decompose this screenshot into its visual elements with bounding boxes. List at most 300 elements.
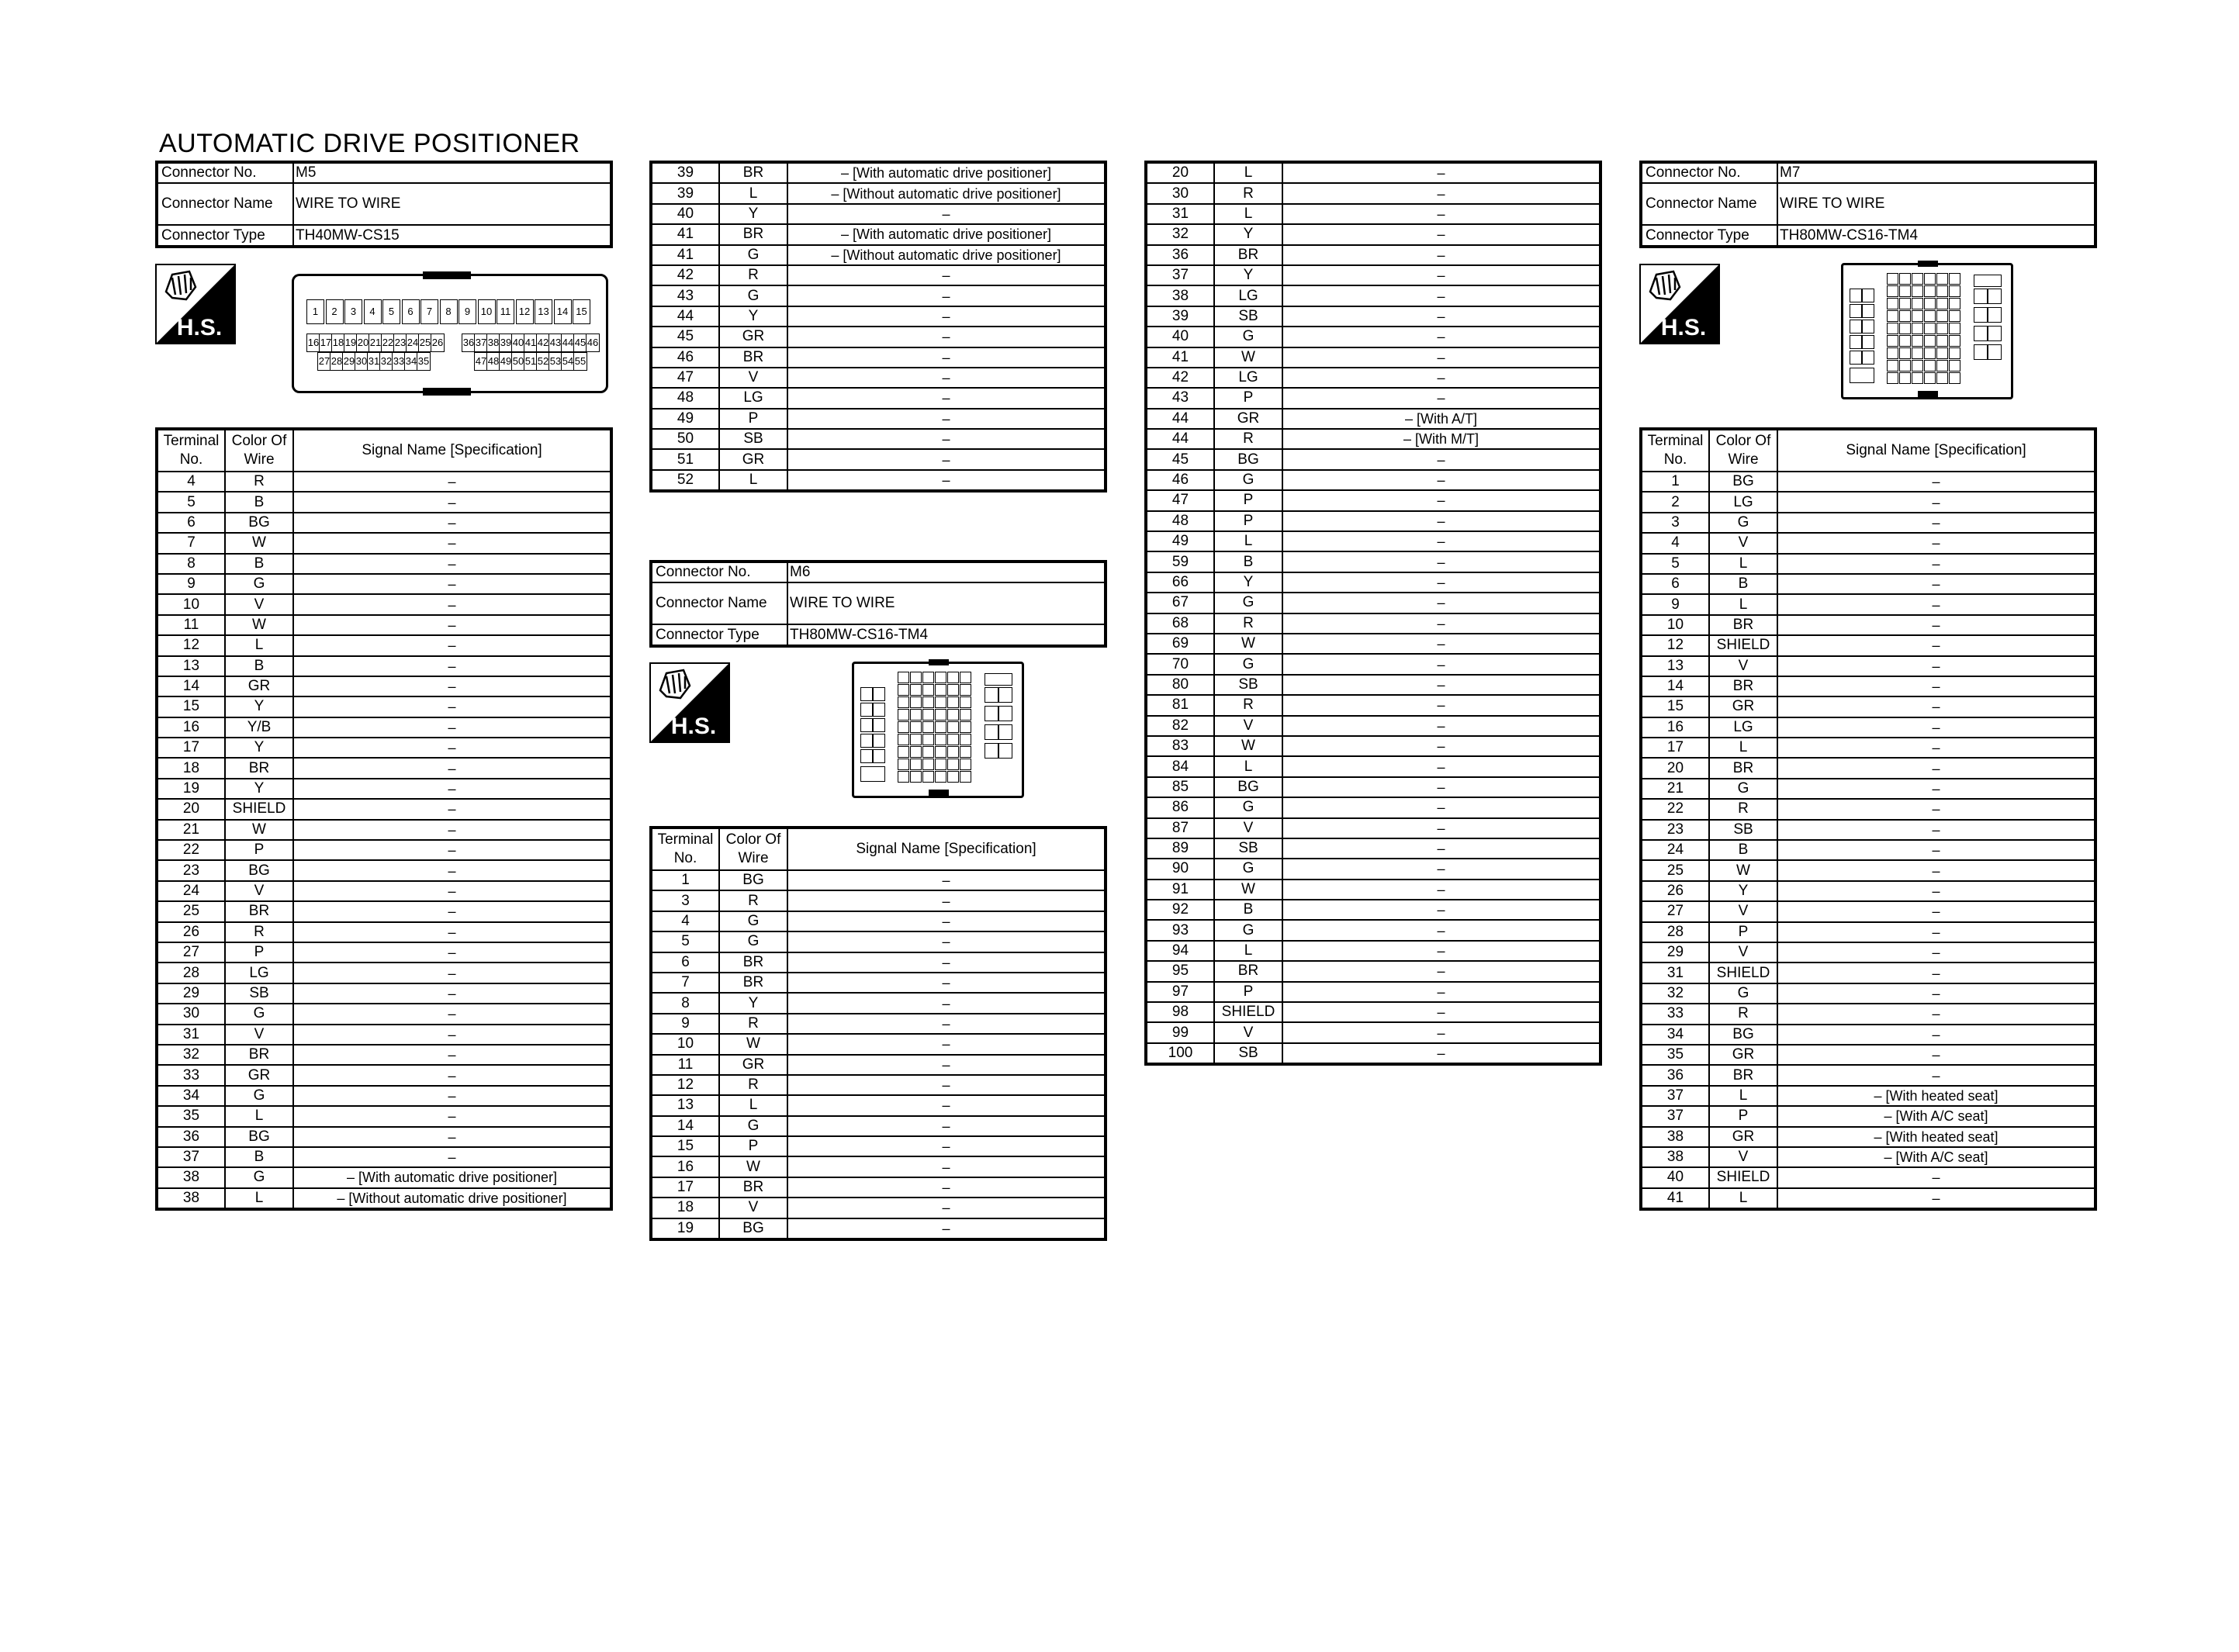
table-row xyxy=(651,204,1106,224)
connector-cavity xyxy=(960,721,971,733)
terminal-no: 80 xyxy=(1146,675,1214,695)
signal-name: – xyxy=(787,204,1106,224)
m7-connector-face xyxy=(1841,263,2013,399)
signal-name: – xyxy=(1282,224,1601,244)
table-row xyxy=(651,183,1106,203)
wire-color: P xyxy=(225,942,293,963)
signal-name: – xyxy=(293,574,611,594)
wire-color: P xyxy=(719,1136,787,1156)
connector-pin: 26 xyxy=(431,334,445,352)
table-row xyxy=(157,922,611,942)
wire-color: BG xyxy=(1214,449,1282,469)
connector-cavity xyxy=(1887,323,1898,334)
signal-name: – xyxy=(1777,799,2095,819)
wire-color: BR xyxy=(1214,245,1282,265)
connector-cavity xyxy=(998,706,1012,721)
table-row xyxy=(1146,388,1601,408)
connector-cavity xyxy=(1850,335,1862,349)
connector-cavity xyxy=(935,709,946,721)
terminal-no: 47 xyxy=(651,368,719,388)
signal-name: – xyxy=(1282,634,1601,654)
connector-cavity xyxy=(947,709,959,721)
connector-cavity xyxy=(1912,372,1923,384)
connector-cavity xyxy=(860,749,873,763)
signal-name: – xyxy=(1282,756,1601,776)
table-row xyxy=(651,368,1106,388)
terminal-no: 11 xyxy=(157,615,225,635)
terminal-no: 24 xyxy=(1641,840,1709,860)
wire-color: SHIELD xyxy=(225,799,293,819)
connector-pin: 18 xyxy=(331,334,345,352)
terminal-no: 99 xyxy=(1146,1022,1214,1042)
table-row xyxy=(157,758,611,778)
wire-color: GR xyxy=(1709,696,1777,717)
wire-color: L xyxy=(719,183,787,203)
connector-pin: 30 xyxy=(355,352,369,371)
table-row xyxy=(651,890,1106,911)
connector-pin: 40 xyxy=(511,334,525,352)
m6-connector-no: M6 xyxy=(787,562,1106,582)
terminal-no: 35 xyxy=(157,1106,225,1126)
connector-cavity xyxy=(1936,285,1948,297)
connector-pin: 4 xyxy=(364,299,382,324)
table-row xyxy=(157,779,611,799)
wire-color: GR xyxy=(719,449,787,469)
wire-color: R xyxy=(1214,695,1282,715)
terminal-no: 4 xyxy=(157,472,225,492)
signal-name: – xyxy=(293,738,611,758)
connector-cavity xyxy=(922,721,934,733)
signal-name: – xyxy=(1777,492,2095,512)
wire-color: R xyxy=(1709,1004,1777,1024)
connector-cavity xyxy=(1974,326,1988,341)
terminal-no: 14 xyxy=(1641,676,1709,696)
terminal-no: 40 xyxy=(651,204,719,224)
connector-pin: 37 xyxy=(474,334,488,352)
signal-name: – xyxy=(293,615,611,635)
signal-name: – xyxy=(1282,716,1601,736)
signal-name: – xyxy=(1777,942,2095,963)
terminal-no: 38 xyxy=(157,1188,225,1209)
terminal-no: 94 xyxy=(1146,941,1214,961)
terminal-no: 1 xyxy=(1641,472,1709,492)
wire-color: LG xyxy=(1214,285,1282,306)
table-row xyxy=(1641,492,2095,512)
table-row xyxy=(651,931,1106,952)
connector-name-label: Connector Name xyxy=(1641,183,1777,225)
connector-cavity xyxy=(1924,347,1936,359)
terminal-no: 36 xyxy=(1146,245,1214,265)
terminal-no: 93 xyxy=(1146,920,1214,940)
signal-name: – xyxy=(1777,656,2095,676)
wire-color: SB xyxy=(1214,1043,1282,1064)
wire-color: L xyxy=(1709,1188,1777,1209)
table-row xyxy=(157,881,611,901)
connector-cavity xyxy=(910,734,922,745)
table-row xyxy=(1146,449,1601,469)
connector-pin: 44 xyxy=(561,334,575,352)
wire-color: BR xyxy=(719,952,787,973)
connector-cavity xyxy=(1949,323,1960,334)
signal-name: – xyxy=(1282,531,1601,551)
signal-name: – xyxy=(787,429,1106,449)
hs-badge-text: H.S. xyxy=(670,714,717,739)
table-row xyxy=(1641,779,2095,799)
wire-color: V xyxy=(225,594,293,614)
connector-cavity xyxy=(947,771,959,783)
connector-pin: 12 xyxy=(516,299,534,324)
signal-name: – [With heated seat] xyxy=(1777,1086,2095,1106)
connector-type-label: Connector Type xyxy=(651,624,787,645)
wire-color: B xyxy=(1709,840,1777,860)
signal-name: – [Without automatic drive positioner] xyxy=(293,1188,611,1209)
m6-connector-type: TH80MW-CS16-TM4 xyxy=(787,624,1106,645)
table-row xyxy=(651,870,1106,890)
wire-color: R xyxy=(719,1075,787,1095)
signal-name: – xyxy=(787,1156,1106,1177)
table-row xyxy=(157,696,611,717)
table-row xyxy=(1146,716,1601,736)
signal-name: – xyxy=(1282,388,1601,408)
signal-name: – xyxy=(1777,901,2095,921)
table-row xyxy=(651,993,1106,1013)
table-row xyxy=(1641,1004,2095,1024)
connector-cavity xyxy=(910,696,922,708)
wire-color: BG xyxy=(719,870,787,890)
table-row xyxy=(1146,941,1601,961)
signal-name: – [With A/C seat] xyxy=(1777,1106,2095,1126)
terminal-no: 49 xyxy=(1146,531,1214,551)
terminal-no: 45 xyxy=(1146,449,1214,469)
wire-color: Y xyxy=(719,204,787,224)
connector-pin: 31 xyxy=(367,352,381,371)
table-row xyxy=(157,574,611,594)
signal-name: – xyxy=(787,368,1106,388)
terminal-no: 15 xyxy=(157,696,225,717)
table-row xyxy=(1641,656,2095,676)
signal-header: Signal Name [Specification] xyxy=(787,828,1106,870)
signal-name: – xyxy=(1282,285,1601,306)
table-row xyxy=(1641,1086,2095,1106)
table-row xyxy=(651,327,1106,347)
terminal-no: 15 xyxy=(651,1136,719,1156)
connector-cavity xyxy=(1912,310,1923,322)
wire-color: W xyxy=(1709,860,1777,880)
signal-name: – xyxy=(1777,472,2095,492)
table-row xyxy=(157,1004,611,1024)
connector-cavity xyxy=(1899,310,1911,322)
terminal-no: 32 xyxy=(157,1045,225,1065)
wire-color: B xyxy=(225,554,293,574)
connector-no-label: Connector No. xyxy=(157,162,293,183)
m7-connector-name: WIRE TO WIRE xyxy=(1777,183,2095,225)
terminal-no: 100 xyxy=(1146,1043,1214,1064)
table-row xyxy=(1146,183,1601,203)
table-row xyxy=(651,911,1106,931)
terminal-no: 10 xyxy=(157,594,225,614)
terminal-no: 25 xyxy=(157,901,225,921)
terminal-no: 2 xyxy=(1641,492,1709,512)
table-row xyxy=(1146,368,1601,388)
table-row xyxy=(1641,963,2095,983)
terminal-no: 9 xyxy=(157,574,225,594)
terminal-no: 9 xyxy=(651,1014,719,1034)
signal-name: – xyxy=(293,820,611,840)
table-row xyxy=(651,1198,1106,1218)
wire-color: BR xyxy=(719,162,787,183)
wire-color: W xyxy=(225,615,293,635)
table-row xyxy=(651,449,1106,469)
connector-cavity xyxy=(998,724,1012,740)
terminal-no: 19 xyxy=(157,779,225,799)
signal-name: – xyxy=(1282,245,1601,265)
connector-pin: 41 xyxy=(524,334,538,352)
connector-cavity xyxy=(947,672,959,683)
terminal-no: 50 xyxy=(651,429,719,449)
connector-cavity xyxy=(898,672,909,683)
connector-cavity xyxy=(1912,335,1923,347)
terminal-no: 26 xyxy=(1641,881,1709,901)
connector-cavity xyxy=(910,721,922,733)
signal-name: – xyxy=(787,388,1106,408)
connector-cavity xyxy=(1862,335,1874,349)
wire-color: LG xyxy=(1709,492,1777,512)
table-row xyxy=(1641,717,2095,738)
wire-color: P xyxy=(1709,922,1777,942)
signal-name: – xyxy=(1777,922,2095,942)
terminal-no: 22 xyxy=(157,840,225,860)
wire-color: P xyxy=(1214,490,1282,510)
connector-cavity xyxy=(1924,298,1936,309)
terminal-no: 90 xyxy=(1146,859,1214,879)
table-row xyxy=(1641,983,2095,1004)
terminal-no: 44 xyxy=(1146,429,1214,449)
wire-color: SHIELD xyxy=(1709,1167,1777,1187)
wire-color: Y/B xyxy=(225,717,293,738)
signal-name: – xyxy=(1282,551,1601,572)
connector-cavity xyxy=(960,709,971,721)
terminal-no: 17 xyxy=(651,1177,719,1198)
harness-side-icon xyxy=(649,662,730,743)
connector-cavity xyxy=(1936,323,1948,334)
harness-side-icon xyxy=(1639,264,1720,344)
table-row xyxy=(157,533,611,553)
connector-cavity xyxy=(1924,273,1936,285)
m5-terminal-table xyxy=(155,427,613,1211)
table-row xyxy=(1146,551,1601,572)
wire-color: SB xyxy=(1709,820,1777,840)
terminal-no: 21 xyxy=(1641,779,1709,799)
terminal-no: 87 xyxy=(1146,818,1214,838)
signal-name: – xyxy=(1282,900,1601,920)
signal-header: Signal Name [Specification] xyxy=(1777,429,2095,472)
terminal-no: 25 xyxy=(1641,860,1709,880)
wire-color: V xyxy=(1709,1147,1777,1167)
connector-pin: 16 xyxy=(306,334,320,352)
table-row xyxy=(1641,533,2095,553)
connector-cavity xyxy=(1899,335,1911,347)
signal-name: – xyxy=(1777,1025,2095,1045)
wire-color: GR xyxy=(225,676,293,696)
m7-connector-no: M7 xyxy=(1777,162,2095,183)
connector-cavity xyxy=(922,709,934,721)
table-row xyxy=(1146,900,1601,920)
terminal-no: 69 xyxy=(1146,634,1214,654)
wire-color: G xyxy=(719,245,787,265)
signal-name: – xyxy=(1777,594,2095,614)
terminal-no: 40 xyxy=(1641,1167,1709,1187)
connector-cavity xyxy=(960,672,971,683)
wire-color: V xyxy=(1709,656,1777,676)
connector-cavity xyxy=(1936,310,1948,322)
signal-name: – xyxy=(1282,818,1601,838)
connector-cavity xyxy=(910,771,922,783)
wire-color: P xyxy=(1214,511,1282,531)
table-row xyxy=(651,1177,1106,1198)
table-row xyxy=(157,1025,611,1045)
signal-name: – xyxy=(1282,162,1601,183)
signal-name: – xyxy=(1282,593,1601,613)
signal-name: – xyxy=(1282,449,1601,469)
wire-color: V xyxy=(1709,942,1777,963)
connector-cavity xyxy=(1850,320,1862,334)
wire-color: LG xyxy=(225,963,293,983)
connector-pin: 34 xyxy=(404,352,418,371)
signal-name: – xyxy=(787,952,1106,973)
wire-color: BR xyxy=(225,901,293,921)
table-row xyxy=(157,594,611,614)
connector-pin: 28 xyxy=(330,352,344,371)
connector-cavity xyxy=(935,721,946,733)
terminal-header: Terminal No. xyxy=(157,429,225,472)
wire-color: V xyxy=(1709,533,1777,553)
wire-color: SB xyxy=(719,429,787,449)
signal-name: – xyxy=(293,472,611,492)
signal-name: – xyxy=(787,973,1106,993)
m7-connector-type: TH80MW-CS16-TM4 xyxy=(1777,225,2095,246)
connector-cavity xyxy=(873,734,885,748)
connector-cavity xyxy=(898,696,909,708)
connector-pin: 25 xyxy=(418,334,432,352)
table-row xyxy=(1641,1025,2095,1045)
connector-cavity xyxy=(1850,289,1862,302)
table-row xyxy=(651,224,1106,244)
table-row xyxy=(1146,982,1601,1002)
connector-pin: 54 xyxy=(561,352,575,371)
wire-color: Y xyxy=(225,696,293,717)
connector-cavity xyxy=(935,746,946,758)
wire-color: SB xyxy=(225,983,293,1004)
terminal-no: 45 xyxy=(651,327,719,347)
connector-cavity xyxy=(1949,285,1960,297)
wire-color: Y xyxy=(1214,265,1282,285)
connector-cavity xyxy=(898,771,909,783)
signal-name: – xyxy=(1282,982,1601,1002)
color-header: Color Of Wire xyxy=(1709,429,1777,472)
connector-cavity xyxy=(935,734,946,745)
wire-color: B xyxy=(225,492,293,512)
terminal-no: 38 xyxy=(1641,1147,1709,1167)
wire-color: BG xyxy=(225,860,293,880)
terminal-no: 15 xyxy=(1641,696,1709,717)
table-row xyxy=(651,1095,1106,1115)
terminal-no: 48 xyxy=(1146,511,1214,531)
connector-pin: 20 xyxy=(356,334,370,352)
table-row xyxy=(157,963,611,983)
table-row xyxy=(1641,881,2095,901)
table-row xyxy=(157,820,611,840)
signal-name: – xyxy=(787,1177,1106,1198)
signal-name: – xyxy=(1777,533,2095,553)
signal-name: – xyxy=(293,1025,611,1045)
wire-color: W xyxy=(225,533,293,553)
table-row xyxy=(1146,572,1601,593)
signal-name: – xyxy=(1282,797,1601,817)
wire-color: W xyxy=(1214,736,1282,756)
connector-pin: 36 xyxy=(462,334,476,352)
terminal-no: 59 xyxy=(1146,551,1214,572)
table-row xyxy=(1641,820,2095,840)
terminal-no: 20 xyxy=(1146,162,1214,183)
wire-color: W xyxy=(719,1156,787,1177)
connector-cavity xyxy=(947,759,959,770)
connector-cavity xyxy=(1862,304,1874,318)
wire-color: SB xyxy=(1214,306,1282,327)
table-row xyxy=(157,983,611,1004)
terminal-no: 6 xyxy=(651,952,719,973)
terminal-no: 18 xyxy=(651,1198,719,1218)
terminal-no: 3 xyxy=(651,890,719,911)
terminal-no: 37 xyxy=(1146,265,1214,285)
terminal-no: 16 xyxy=(1641,717,1709,738)
connector-cavity xyxy=(1949,273,1960,285)
signal-name: – xyxy=(293,554,611,574)
signal-name: – [With automatic drive positioner] xyxy=(293,1167,611,1187)
table-row xyxy=(651,265,1106,285)
connector-pin: 33 xyxy=(392,352,406,371)
connector-cavity xyxy=(922,746,934,758)
wire-color: P xyxy=(1214,982,1282,1002)
m5-connector-no: M5 xyxy=(293,162,611,183)
terminal-no: 48 xyxy=(651,388,719,408)
signal-name: – xyxy=(293,799,611,819)
table-row xyxy=(1641,696,2095,717)
connector-cavity xyxy=(1912,360,1923,372)
m7-terminal-table xyxy=(1639,427,2097,1211)
terminal-no: 13 xyxy=(651,1095,719,1115)
wire-color: R xyxy=(1214,613,1282,634)
signal-name: – xyxy=(1282,613,1601,634)
table-row xyxy=(1146,675,1601,695)
wire-color: BG xyxy=(1709,1025,1777,1045)
table-row xyxy=(1146,695,1601,715)
terminal-no: 37 xyxy=(157,1147,225,1167)
terminal-no: 30 xyxy=(1146,183,1214,203)
wire-color: BG xyxy=(1709,472,1777,492)
wire-color: GR xyxy=(1214,409,1282,429)
terminal-no: 85 xyxy=(1146,777,1214,797)
terminal-no: 67 xyxy=(1146,593,1214,613)
signal-name: – xyxy=(1282,880,1601,900)
wire-color: BR xyxy=(1709,615,1777,635)
table-row xyxy=(1146,818,1601,838)
signal-name: – xyxy=(1777,1065,2095,1085)
signal-name: – xyxy=(293,901,611,921)
terminal-no: 86 xyxy=(1146,797,1214,817)
terminal-no: 28 xyxy=(1641,922,1709,942)
terminal-no: 12 xyxy=(157,635,225,655)
signal-name: – xyxy=(1777,860,2095,880)
